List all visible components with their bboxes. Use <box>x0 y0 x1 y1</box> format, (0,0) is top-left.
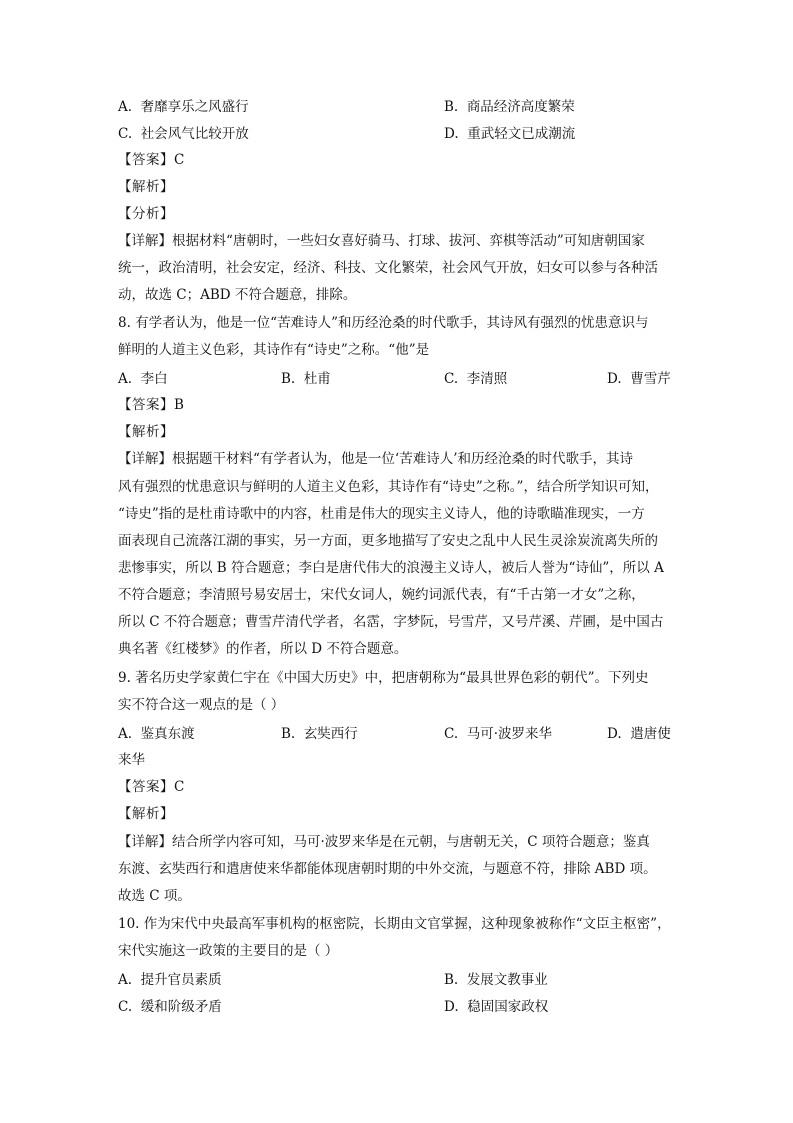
option-text: 李白 <box>140 371 168 387</box>
option-label: A. <box>118 972 133 988</box>
q8-detail-line: 不符合题意；李清照号易安居士，宋代女词人，婉约词派代表，有“千古第一才女”之称， <box>118 587 645 603</box>
option-text: 社会风气比较开放 <box>140 126 249 142</box>
q7-option-d <box>444 122 575 142</box>
q7-fenxi-heading: 【分析】 <box>118 206 174 222</box>
q9-stem-line: 9. 著名历史学家黄仁宇在《中国大历史》中，把唐朝称为“最具世界色彩的朝代”。下列史 <box>118 670 649 686</box>
option-label: A. <box>118 371 133 387</box>
q8-option-a <box>118 367 168 387</box>
q9-stem-line: 实不符合这一观点的是（ ） <box>118 697 285 713</box>
q8-option-c <box>444 367 507 387</box>
option-text: 商品经济高度繁荣 <box>466 99 575 115</box>
q9-option-b <box>281 722 358 742</box>
q8-answer: 【答案】B <box>118 397 185 413</box>
q7-option-a <box>118 95 249 115</box>
option-text: 玄奘西行 <box>303 726 358 742</box>
option-label: B. <box>444 99 459 115</box>
option-label: C. <box>118 126 133 142</box>
q7-detail-line: 【详解】根据材料“唐朝时，一些妇女喜好骑马、打球、拔河、弈棋等活动”可知唐朝国家 <box>118 233 645 249</box>
q8-option-d <box>607 367 671 387</box>
option-text: 稳固国家政权 <box>467 999 549 1015</box>
q9-detail-line: 【详解】结合所学内容可知，马可·波罗来华是在元朝，与唐朝无关，C 项符合题意；鉴真 <box>118 834 650 850</box>
q8-detail-line: 所以 C 不符合题意；曹雪芹清代学者，名霑，字梦阮，号雪芹，又号芹溪、芹圃，是中国古 <box>118 614 664 630</box>
option-label: A. <box>118 726 133 742</box>
q7-detail-line: 动，故选 C；ABD 不符合题意，排除。 <box>118 287 357 303</box>
option-text: 重武轻文已成潮流 <box>467 126 576 142</box>
option-text: 杜甫 <box>303 371 331 387</box>
q9-analysis-heading: 【解析】 <box>118 806 174 822</box>
q9-answer: 【答案】C <box>118 779 185 795</box>
q10-option-d <box>444 995 548 1015</box>
q10-stem-line: 10. 作为宋代中央最高军事机构的枢密院，长期由文官掌握，这种现象被称作“文臣主枢密”， <box>118 916 671 932</box>
q9-option-c <box>444 722 552 742</box>
option-label: B. <box>281 371 296 387</box>
option-label: B. <box>444 972 459 988</box>
q7-option-b <box>444 95 575 115</box>
option-label: D. <box>607 726 622 742</box>
q10-option-c <box>118 995 222 1015</box>
q7-option-c <box>118 122 249 142</box>
q8-detail-line: 【详解】根据题干材料“有学者认为，他是一位‘苦难诗人’和历经沧桑的时代歌手，其诗 <box>118 451 633 467</box>
q7-answer: 【答案】C <box>118 152 185 168</box>
option-text: 遣唐使 <box>630 726 671 742</box>
q9-option-d-wrap: 来华 <box>118 752 145 768</box>
option-text: 马可·波罗来华 <box>466 726 553 742</box>
q9-detail-line: 东渡、玄奘西行和遣唐使来华都能体现唐朝时期的中外交流，与题意不符，排除 ABD 项。 <box>118 861 657 877</box>
option-label: C. <box>118 999 133 1015</box>
option-label: B. <box>281 726 296 742</box>
q8-detail-line: 风有强烈的忧患意识与鲜明的人道主义色彩，其诗作有“诗史”之称。”，结合所学知识可知， <box>118 479 659 495</box>
q8-stem-line: 8. 有学者认为，他是一位“苦难诗人”和历经沧桑的时代歌手，其诗风有强烈的忧患意识与 <box>118 315 649 331</box>
q8-detail-line: 典名著《红楼梦》的作者，所以 D 不符合题意。 <box>118 641 408 657</box>
q10-stem-line: 宋代实施这一政策的主要目的是（ ） <box>118 943 339 959</box>
q7-detail-line: 统一，政治清明，社会安定，经济、科技、文化繁荣，社会风气开放，妇女可以参与各种活 <box>118 260 658 276</box>
option-label: D. <box>607 371 622 387</box>
q8-stem-line: 鲜明的人道主义色彩，其诗作有“诗史”之称。“他”是 <box>118 342 430 358</box>
option-label: D. <box>444 999 459 1015</box>
option-text: 缓和阶级矛盾 <box>140 999 222 1015</box>
option-label: A. <box>118 99 133 115</box>
option-text: 发展文教事业 <box>466 972 548 988</box>
q9-detail-line: 故选 C 项。 <box>118 888 191 904</box>
q8-analysis-heading: 【解析】 <box>118 424 174 440</box>
q8-detail-line: 面表现自己流落江湖的事实，另一方面，更多地描写了安史之乱中人民生灵涂炭流离失所的 <box>118 533 658 549</box>
q10-option-a <box>118 968 222 988</box>
q8-detail-line: 悲惨事实，所以 B 符合题意；李白是唐代伟大的浪漫主义诗人，被后人誉为“诗仙”，所以 A <box>118 560 664 576</box>
option-text: 李清照 <box>466 371 508 387</box>
q8-option-b <box>281 367 331 387</box>
q7-analysis-heading: 【解析】 <box>118 179 174 195</box>
q9-option-a <box>118 722 195 742</box>
q9-option-d <box>607 722 671 742</box>
q10-option-b <box>444 968 548 988</box>
q8-detail-line: “诗史”指的是杜甫诗歌中的内容，杜甫是伟大的现实主义诗人，他的诗歌瞄准现实，一方 <box>118 506 645 522</box>
option-text: 提升官员素质 <box>140 972 222 988</box>
option-label: C. <box>444 726 459 742</box>
option-text: 奢靡享乐之风盛行 <box>140 99 249 115</box>
option-label: D. <box>444 126 459 142</box>
option-label: C. <box>444 371 459 387</box>
option-text: 曹雪芹 <box>630 371 671 387</box>
option-text: 鉴真东渡 <box>140 726 195 742</box>
